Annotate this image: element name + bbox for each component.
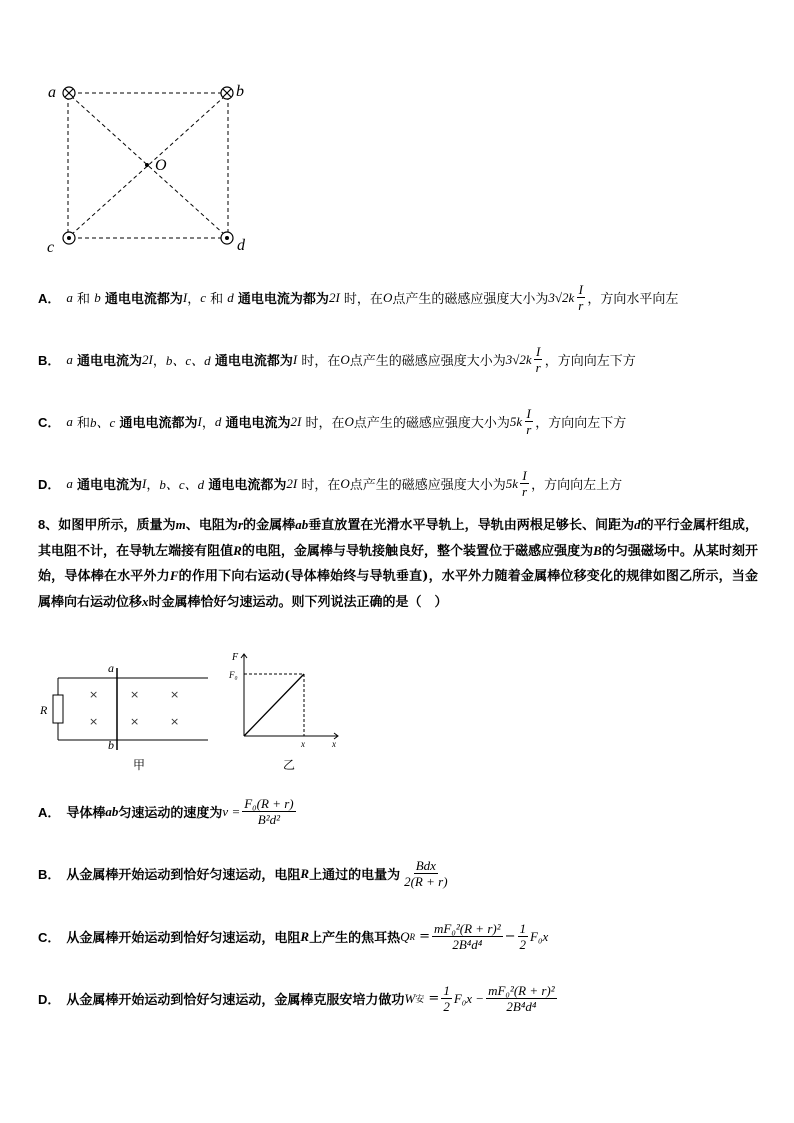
force-line bbox=[244, 674, 304, 736]
fraction: $\frac{I}{r}$ bbox=[522, 468, 528, 499]
q8-option-b[interactable]: B． 从金属棒开始运动到恰好匀速运动，电阻 R 上通过的电量为 $\frac{\text{Bdx}}{2(R + r)}$ bbox=[38, 858, 448, 889]
fraction: $\frac{I}{r}$ bbox=[535, 344, 541, 375]
label-b: b bbox=[108, 738, 114, 752]
q7-option-c[interactable]: C． a 和 b、c 通电电流都为 I ， d 通电电流为 2I 时，在 O 点产生的磁感应强度大小为 5k $\frac{I}{r}$ ，方向向左下方 bbox=[38, 406, 627, 437]
tick-label-x: x bbox=[301, 739, 305, 749]
figure-jia-circuit bbox=[38, 660, 218, 770]
q7-option-d[interactable]: D． a 通电电流为 I ， b、c、d 通电电流都为 2I 时，在 O 点产生的磁感应强度大小为 5k $\frac{I}{r}$ ，方向向左上方 bbox=[38, 468, 623, 499]
fraction-half: $\frac{1}{2}$ bbox=[443, 983, 450, 1014]
fraction: $\frac{\text{mF₀²(R + r)²}}{\text{2B⁴d⁴}}$ bbox=[488, 983, 555, 1014]
fraction: $\frac{\text{F₀(R + r)}}{\text{B²d²}}$ bbox=[244, 796, 294, 827]
field-cross: × bbox=[170, 688, 180, 701]
figure-yi-force-graph bbox=[226, 648, 346, 754]
current-out-of-page-c bbox=[63, 232, 75, 244]
tick-label-F0: F₀ bbox=[229, 670, 238, 680]
field-cross: × bbox=[170, 715, 180, 728]
question-8-stem: 8、如图甲所示，质量为m、电阻为r的金属棒ab垂直放置在光滑水平导轨上，导轨由两根足够长、间距为d的平行金属杆组成，其电阻不计，在导轨左端接有阻值R的电阻，金属棒与导轨接触良好，整个装置位于磁感应强度为B的匀强磁场中。从某时刻开始，导体棒在水平外力F的作用下向右运动(导体棒始终与导轨垂直)，水平外力随着金属棒位移变化的规律如图乙所示，当金属棒向右运动位移x时金属棒恰好匀速运动。则下列说法正确的是（ ） bbox=[38, 517, 758, 610]
label-o: O bbox=[155, 157, 167, 174]
label-b: b bbox=[236, 83, 244, 100]
current-into-page-a bbox=[63, 87, 75, 99]
field-cross: × bbox=[89, 715, 99, 728]
label-R: R bbox=[40, 703, 48, 717]
field-cross: × bbox=[130, 715, 140, 728]
label-d: d bbox=[237, 237, 245, 254]
fraction-half: $\frac{1}{2}$ bbox=[519, 921, 527, 952]
resistor bbox=[53, 695, 63, 723]
field-cross: × bbox=[130, 688, 140, 701]
axis-label-F: F bbox=[232, 652, 239, 663]
fraction: $\frac{\text{mF₀²(R + r)²}}{\text{2B⁴d⁴}}$ bbox=[434, 921, 501, 952]
label-c: c bbox=[47, 239, 55, 256]
fraction: $\frac{I}{r}$ bbox=[526, 406, 532, 437]
caption-jia: 甲 bbox=[133, 758, 146, 772]
current-out-of-page-d bbox=[221, 232, 233, 244]
square-current-figure bbox=[40, 78, 260, 258]
label-a: a bbox=[48, 84, 56, 101]
q7-option-b[interactable]: B． a 通电电流为 2I ， b、c、d 通电电流都为 I 时，在 O 点产生的磁感应强度大小为 3√2k $\frac{I}{r}$ ，方向向左下方 bbox=[38, 344, 636, 375]
q8-option-d[interactable]: D． 从金属棒开始运动到恰好匀速运动，金属棒克服安培力做功 W 安 = $\frac{1}{2}$ F₀x − $\frac{\text{mF₀²(R + r)²}}{\text{2B⁴d⁴}}$ bbox=[38, 983, 555, 1014]
label-a: a bbox=[108, 661, 114, 675]
fraction: $\frac{\text{Bdx}}{2(R + r)}$ bbox=[404, 858, 448, 889]
q8-option-c[interactable]: C． 从金属棒开始运动到恰好匀速运动，电阻 R 上产生的焦耳热 Q R = $\frac{\text{mF₀²(R + r)²}}{\text{2B⁴d⁴}}$ − $\frac{1}{2}$ F₀x bbox=[38, 921, 549, 952]
current-into-page-b bbox=[221, 87, 233, 99]
fraction: $\frac{I}{r}$ bbox=[578, 282, 584, 313]
center-point-o bbox=[145, 163, 149, 167]
q8-option-a[interactable]: A． 导体棒 ab 匀速运动的速度为 v = $\frac{\text{F₀(R + r)}}{\text{B²d²}}$ bbox=[38, 796, 294, 827]
axis-label-x: x bbox=[332, 739, 336, 749]
q7-option-a[interactable]: A． a 和 b 通电电流都为 I ， c 和 d 通电电流为都为 2I 时，在 O 点产生的磁感应强度大小为 3√2k $\frac{I}{r}$ ，方向水平向左 bbox=[38, 282, 679, 313]
caption-yi: 乙 bbox=[283, 758, 296, 772]
field-cross: × bbox=[89, 688, 99, 701]
